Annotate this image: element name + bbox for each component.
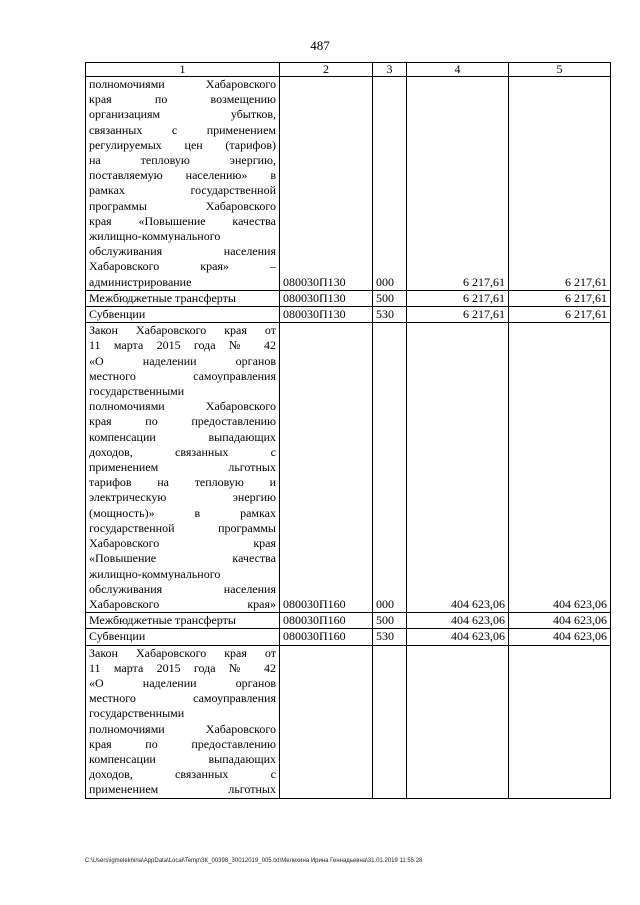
row-description: Закон Хабаровского края от 11 марта 2015 года № 42 «О наделении органов местного самоуправления государственными полномочиями Хабаровского края по предоставлению компенсации выпадающих доходов, связанных с применением льготных <box>86 645 280 798</box>
row-sum-col4 <box>407 645 509 798</box>
table-header-row <box>86 63 611 77</box>
row-sum-col5 <box>509 645 611 798</box>
row-description: Межбюджетные трансферты <box>86 290 280 306</box>
row-sum-col4: 6 217,61 <box>407 77 509 291</box>
table-row <box>86 629 611 645</box>
column-header-3: 3 <box>373 63 407 77</box>
row-expense-type: 000 <box>373 77 407 291</box>
row-expense-type <box>373 645 407 798</box>
row-sum-col5: 6 217,61 <box>509 77 611 291</box>
row-sum-col5: 404 623,06 <box>509 629 611 645</box>
table-row <box>86 323 611 613</box>
row-sum-col5: 404 623,06 <box>509 613 611 629</box>
table-row <box>86 613 611 629</box>
row-sum-col4: 404 623,06 <box>407 629 509 645</box>
column-header-2: 2 <box>280 63 373 77</box>
row-target-code: 080030П130 <box>280 77 373 291</box>
row-target-code: 080030П160 <box>280 323 373 613</box>
row-target-code: 080030П160 <box>280 613 373 629</box>
table-row <box>86 77 611 291</box>
row-target-code: 080030П160 <box>280 629 373 645</box>
row-expense-type: 530 <box>373 629 407 645</box>
table-row <box>86 307 611 323</box>
row-expense-type: 500 <box>373 290 407 306</box>
row-sum-col5: 6 217,61 <box>509 307 611 323</box>
row-sum-col4: 6 217,61 <box>407 290 509 306</box>
row-target-code <box>280 645 373 798</box>
row-sum-col4: 404 623,06 <box>407 613 509 629</box>
budget-table <box>85 62 611 799</box>
row-target-code: 080030П130 <box>280 290 373 306</box>
column-header-1: 1 <box>86 63 280 77</box>
row-sum-col5: 404 623,06 <box>509 323 611 613</box>
row-sum-col4: 404 623,06 <box>407 323 509 613</box>
row-expense-type: 500 <box>373 613 407 629</box>
row-sum-col5: 6 217,61 <box>509 290 611 306</box>
row-sum-col4: 6 217,61 <box>407 307 509 323</box>
row-description: Закон Хабаровского края от 11 марта 2015 года № 42 «О наделении органов местного самоуправления государственными полномочиями Хабаровского края по предоставлению компенсации выпадающих доходов, связанных с применением льготных тарифов на тепловую и электрическую энергию (мощность)» в рамках государственной программы Хабаровского края «Повышение качества жилищно-коммунального обслуживания населения Хабаровского края» <box>86 323 280 613</box>
column-header-5: 5 <box>509 63 611 77</box>
row-description: Межбюджетные трансферты <box>86 613 280 629</box>
file-path-footer: C:\Users\igmelekhina\AppData\Local\Temp\ЗК_00398_30012019_005.txt\Мелехина Ирина Геннадьевна\31.01.2019 11:55:28 <box>85 858 423 864</box>
row-target-code: 080030П130 <box>280 307 373 323</box>
page-number: 487 <box>310 38 330 53</box>
row-description: Субвенции <box>86 629 280 645</box>
table-row <box>86 645 611 798</box>
row-expense-type: 530 <box>373 307 407 323</box>
row-description: Субвенции <box>86 307 280 323</box>
table-row <box>86 290 611 306</box>
row-description: полномочиями Хабаровского края по возмещению организациям убытков, связанных с применением регулируемых цен (тарифов) на тепловую энергию, поставляемую населению» в рамках государственной программы Хабаровского края «Повышение качества жилищно-коммунального обслуживания населения Хабаровского края» – администрирование <box>86 77 280 291</box>
column-header-4: 4 <box>407 63 509 77</box>
row-expense-type: 000 <box>373 323 407 613</box>
